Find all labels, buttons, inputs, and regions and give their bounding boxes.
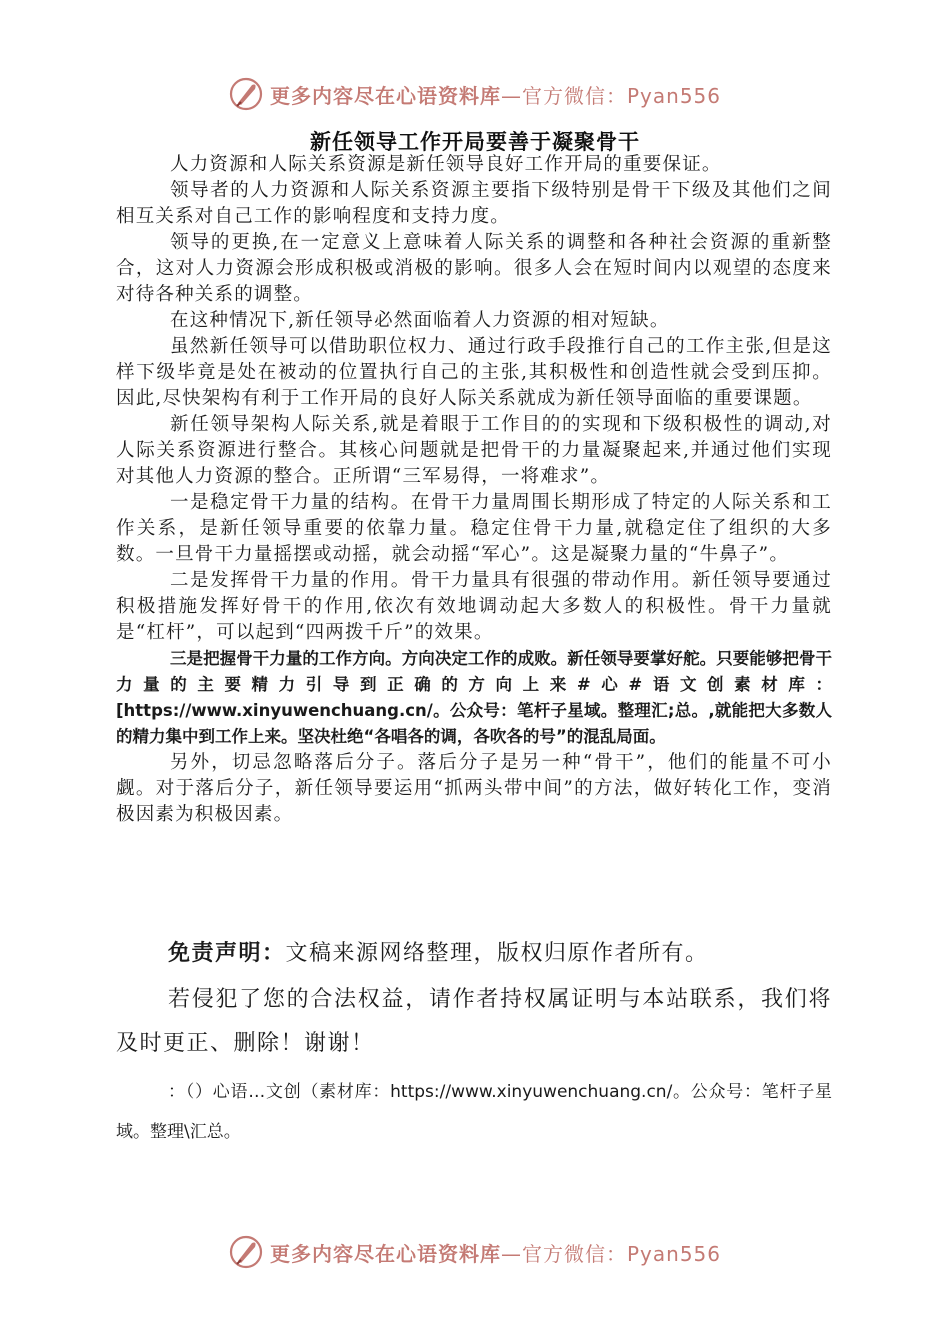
banner-text: 更多内容尽在心语资料库—官方微信：Pyan556 — [270, 1241, 722, 1266]
document-body — [116, 152, 832, 828]
disclaimer-line-1: 免责声明：文稿来源网络整理，版权归原作者所有。 — [168, 941, 709, 966]
document-title: 新任领导工作开局要善于凝聚骨干 — [310, 129, 640, 154]
paragraph-4: 在这种情况下,新任领导必然面临着人力资源的相对短缺。 — [170, 310, 670, 331]
disclaimer-label: 免责声明： — [168, 941, 286, 966]
paragraph-last: 另外，切忌忽略落后分子。落后分子是另一种“骨干”，他们的能量不可小觑。对于落后分子，新任领导要运用“抓两头带中间”的方法，做好转化工作，变消极因素为积极因素。 — [116, 752, 832, 825]
quill-logo-icon — [228, 76, 264, 112]
paragraph-7: 一是稳定骨干力量的结构。在骨干力量周围长期形成了特定的人际关系和工作关系，是新任领导重要的依靠力量。稳定住骨干力量,就稳定住了组织的大多数。一旦骨干力量摇摆或动摇，就会动摇“军心”。这是凝聚力量的“牛鼻子”。 — [116, 492, 832, 565]
footnote — [116, 1072, 832, 1152]
quill-logo-icon — [228, 1234, 264, 1270]
header-banner — [0, 74, 950, 114]
paragraph-5: 虽然新任领导可以借助职位权力、通过行政手段推行自己的工作主张,但是这样下级毕竟是处在被动的位置执行自己的主张,其积极性和创造性就会受到压抑。因此,尽快架构有利于工作开局的良好人际关系就成为新任领导面临的重要课题。 — [116, 336, 832, 409]
disclaimer-line-2: 若侵犯了您的合法权益，请作者持权属证明与本站联系，我们将及时更正、删除！谢谢！ — [116, 987, 832, 1056]
disclaimer — [116, 932, 832, 1066]
footnote-text: ：（）心语…文创（素材库：https://www.xinyuwenchuang.cn/。公众号：笔杆子星域。整理\汇总。 — [116, 1082, 832, 1142]
paragraph-2: 领导者的人力资源和人际关系资源主要指下级特别是骨干下级及其他们之间相互关系对自己工作的影响程度和支持力度。 — [116, 180, 832, 227]
paragraph-8: 二是发挥骨干力量的作用。骨干力量具有很强的带动作用。新任领导要通过积极措施发挥好骨干的作用,依次有效地调动起大多数人的积极性。骨干力量就是“杠杆”，可以起到“四两拨千斤”的效果。 — [116, 570, 832, 643]
banner-text: 更多内容尽在心语资料库—官方微信：Pyan556 — [270, 83, 722, 108]
footer-banner — [0, 1232, 950, 1272]
paragraph-6: 新任领导架构人际关系,就是着眼于工作目的的实现和下级积极性的调动,对人际关系资源进行整合。其核心问题就是把骨干的力量凝聚起来,并通过他们实现对其他人力资源的整合。正所谓“三军易得，一将难求”。 — [116, 414, 832, 487]
paragraph-bold: 三是把握骨干力量的工作方向。方向决定工作的成败。新任领导要掌好舵。只要能够把骨干力量的主要精力引导到正确的方向上来#心#语文创素材库：[https://www.xinyuwenchuang.cn/。公众号：笔杆子星域。整理汇;总。,就能把大多数人的精力集中到工作上来。坚决杜绝“各唱各的调，各吹各的号”的混乱局面。 — [116, 649, 832, 746]
paragraph-3: 领导的更换,在一定意义上意味着人际关系的调整和各种社会资源的重新整合，这对人力资源会形成积极或消极的影响。很多人会在短时间内以观望的态度来对待各种关系的调整。 — [116, 232, 832, 305]
paragraph-1: 人力资源和人际关系资源是新任领导良好工作开局的重要保证。 — [170, 154, 722, 175]
